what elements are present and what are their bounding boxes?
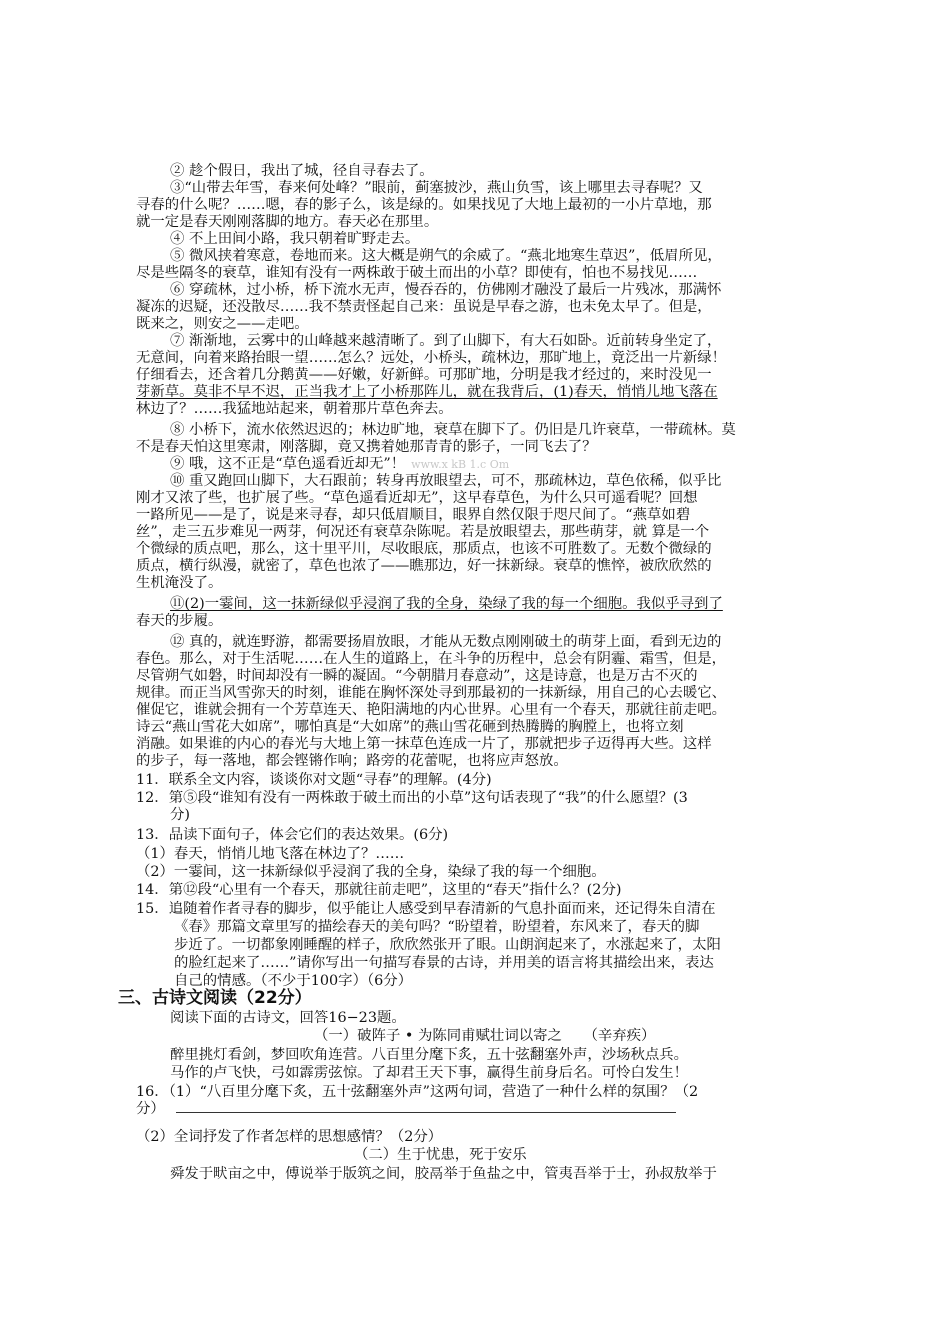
text-line: 生机淹没了。 <box>136 575 223 591</box>
question-16-1: 16．（1）“八百里分麾下炙，五十弦翻塞外声”这两句词，营造了一种什么样的氛围？（2 <box>136 1084 699 1100</box>
text-line: 一路所见——是了，说是来寻春，却只低眉顺目，眼界自然仅限于咫尺间了。“燕草如碧 <box>136 507 691 523</box>
watermark: www.x kB 1.c Om <box>411 458 510 471</box>
text-line: 舜发于畎亩之中，傅说举于版筑之间，胶鬲举于鱼盐之中，管夷吾举于士，孙叔敖举于 <box>170 1166 717 1182</box>
text-line <box>170 456 860 473</box>
text-line: ⑤ 微风挟着寒意，卷地而来。这大概是朔气的余威了。“燕北地寒生草迟”，低眉所见， <box>170 248 722 264</box>
text-line: 催促它，谁就会拥有一个芳草连天、艳阳满地的内心世界。心里有一个春天，那就往前走吧。 <box>136 702 727 718</box>
text-line: 分） <box>136 1101 165 1117</box>
text-line: 自己的情感。（不少于100字）（6分） <box>174 973 413 989</box>
text-line: 不是春天怕这里寒肃，刚落脚，竟又携着她那青青的影子，一同飞去了？ <box>136 439 597 455</box>
text-line: 无意间，向着来路抬眼一望……怎么？远处，小桥头，疏林边，那旷地上，竟泛出一片新绿！ <box>136 350 727 366</box>
text-line: 春色。那么，对于生活呢……在人生的道路上，在斗争的历程中，总会有阴霾、霜雪，但是， <box>136 651 727 667</box>
text-line: 林边了？……我猛地站起来，朝着那片草色奔去。 <box>136 401 453 417</box>
section-heading: 三、古诗文阅读（22分） <box>118 988 312 1008</box>
text-line: 分) <box>170 807 191 823</box>
text-line: 仔细看去，还含着几分鹅黄——好嫩，好新鲜。可那旷地，分明是我才经过的，来时没见一 <box>136 367 712 383</box>
question-16-2: （2）全词抒发了作者怎样的思想感情？（2分） <box>136 1129 443 1145</box>
poem-line: 醉里挑灯看剑，梦回吹角连营。八百里分麾下炙，五十弦翻塞外声，沙场秋点兵。 <box>170 1047 689 1063</box>
text-line: 凝冻的迟疑，还没散尽……我不禁责怪起自己来：虽说是早春之游，也未免太早了。但是， <box>136 299 712 315</box>
text-line: 既来之，则安之——走吧。 <box>136 316 309 332</box>
text-line: ⑥ 穿疏林，过小桥，桥下流水无声，慢吞吞的，仿佛刚才融没了最后一片残冰，那满怀 <box>170 282 722 298</box>
text-line: ⑫ 真的，就连野游，都需要扬眉放眼，才能从无数点刚刚破土的萌芽上面，看到无边的 <box>170 634 722 650</box>
text-line: 的步子，每一落地，都会铿锵作响；路旁的花蕾呢，也将应声怒放。 <box>136 753 568 769</box>
text-line: ③“山带去年雪，春来何处峰？”眼前，蓟塞披沙，燕山负雪，该上哪里去寻春呢？又 <box>170 180 703 196</box>
text-line: ④ 不上田间小路，我只朝着旷野走去。 <box>170 231 420 247</box>
text-line: 个微绿的质点吧，那么，这十里平川，尽收眼底，那质点，也该不可胜数了。无数个微绿的 <box>136 541 712 557</box>
text-line: 春天的步履。 <box>136 613 223 629</box>
poem-line: 马作的卢飞快，弓如霹雳弦惊。了却君王天下事，赢得生前身后名。可怜白发生！ <box>170 1065 689 1081</box>
text-line: 质点，横行纵漫，就密了，草色也浓了——瞧那边，好一抹新绿。衰草的憔悴，被欣欣然的 <box>136 558 712 574</box>
question-13-2: （2）一霎间，这一抹新绿似乎浸润了我的全身，染绿了我的每一个细胞。 <box>136 864 606 880</box>
text-line: 阅读下面的古诗文，回答16−23题。 <box>170 1010 406 1026</box>
text-line: 规律。而正当风雪弥天的时刻，谁能在胸怀深处寻到那最初的一抹新绿，用自己的心去暖它、 <box>136 685 727 701</box>
text-line: 就一定是春天刚刚落脚的地方。春天必在那里。 <box>136 214 439 230</box>
text-line: 《春》那篇文章里写的描绘春天的美句吗？“盼望着，盼望着，东风来了，春天的脚 <box>174 919 700 935</box>
question-11: 11．联系全文内容，谈谈你对文题“寻春”的理解。(4分) <box>136 772 492 788</box>
question-13-1: （1）春天，悄悄儿地飞落在林边了？…… <box>136 846 405 862</box>
text-line: ② 趁个假日，我出了城，径自寻春去了。 <box>170 163 434 179</box>
text-line: ⑩ 重又跑回山脚下，大石跟前；转身再放眼望去，可不，那疏林边，草色依稀，似乎比 <box>170 473 722 489</box>
essay-title: （二）生于忧患，死于安乐 <box>354 1147 527 1163</box>
text-line: ⑪(2)一霎间，这一抹新绿似乎浸润了我的全身，染绿了我的每一个细胞。我似乎寻到了 <box>170 596 723 612</box>
question-15: 15．追随着作者寻春的脚步，似乎能让人感受到早春清新的气息扑面而来，还记得朱自清在 <box>136 901 716 917</box>
text-line: 寻春的什么呢？……嗯，春的影子么，该是绿的。如果找见了大地上最初的一小片草地，那 <box>136 197 712 213</box>
text-line: ⑧ 小桥下，流水依然迟迟的；林边旷地，衰草在脚下了。仍旧是几许衰草，一带疏林。莫 <box>170 422 736 438</box>
question-12: 12．第⑤段“谁知有没有一两株敢于破土而出的小草”这句话表现了“我”的什么愿望？(3 <box>136 790 688 806</box>
text-line: 尽管朔气如磐，时间却没有一瞬的凝固。“今朝腊月春意动”，这是诗意，也是万古不灭的 <box>136 668 698 684</box>
text-line: 芽新草。莫非不早不迟，正当我才上了小桥那阵儿，就在我背后，(1)春天，悄悄儿地飞落在 <box>136 384 718 400</box>
question-13: 13．品读下面句子，体会它们的表达效果。(6分) <box>136 827 449 843</box>
text-line: 丝”，走三五步难见一两芽，何况还有衰草杂陈呢。若是放眼望去，那些萌芽，就 算是一个 <box>136 524 710 540</box>
question-14: 14．第⑫段“心里有一个春天，那就往前走吧”，这里的“春天”指什么？(2分) <box>136 882 622 898</box>
text-line: 诗云“燕山雪花大如席”，哪怕真是“大如席”的燕山雪花砸到热腾腾的胸膛上，也将立刻 <box>136 719 684 735</box>
text-line: 消融。如果谁的内心的春光与大地上第一抹草色连成一片了，那就把步子迈得再大些。这样 <box>136 736 712 752</box>
answer-blank-line <box>176 1112 676 1113</box>
text-line: 步近了。一切都象刚睡醒的样子，欣欣然张开了眼。山朗润起来了，水涨起来了，太阳 <box>174 937 721 953</box>
text-line: 尽是些隔冬的衰草，谁知有没有一两株敢于破土而出的小草？即使有，怕也不易找见…… <box>136 265 698 281</box>
text-line: 刚才又浓了些，也扩展了些。“草色遥看近却无”，这早春草色，为什么只可遥看呢？回想 <box>136 490 698 506</box>
poem-title: （一）破阵子 • 为陈同甫赋壮词以寄之 （辛弃疾） <box>314 1028 656 1044</box>
text-line: ⑦ 渐渐地，云雾中的山峰越来越清晰了。到了山脚下，有大石如卧。近前转身坐定了， <box>170 333 722 349</box>
text-line: 的脸红起来了……”请你写出一句描写春景的古诗，并用美的语言将其描绘出来，表达 <box>174 955 714 971</box>
text-span: ⑨ 哦，这不正是“草色遥看近却无”！ <box>170 456 406 472</box>
